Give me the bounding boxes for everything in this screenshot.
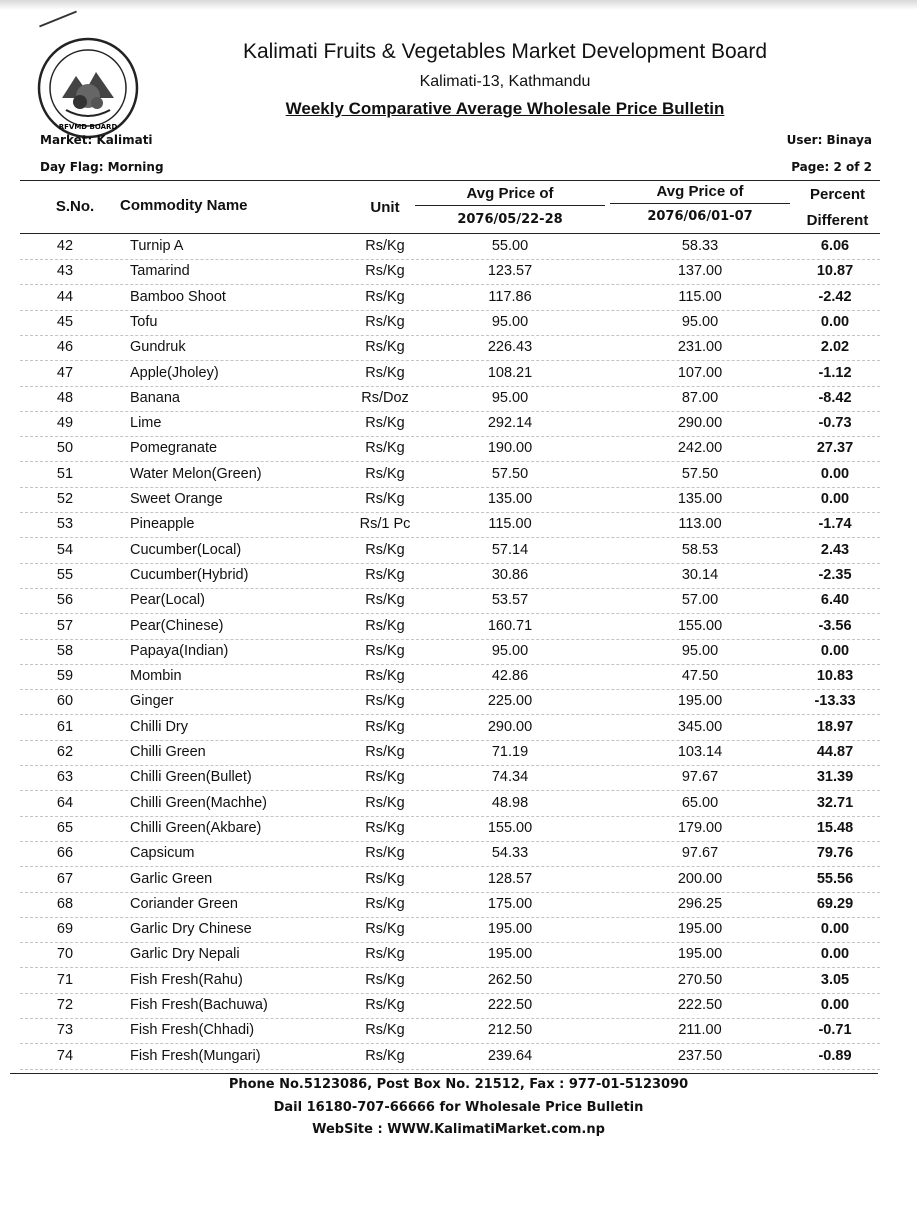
table-row (20, 968, 880, 994)
page-label: Page: 2 of 2 (791, 160, 872, 174)
row-percent-diff: -0.71 (818, 1022, 852, 1039)
row-avg-price-2: 95.00 (681, 313, 719, 330)
board-title: Kalimati Fruits & Vegetables Market Development Board (242, 40, 768, 63)
row-avg-price-1: 128.57 (487, 870, 533, 887)
row-sno: 56 (56, 592, 74, 609)
row-unit: Rs/Kg (365, 491, 405, 507)
row-sno: 73 (56, 1022, 74, 1039)
row-percent-diff: 2.43 (820, 541, 850, 558)
row-avg-price-1: 160.71 (487, 617, 533, 634)
row-avg-price-1: 195.00 (487, 946, 533, 963)
row-avg-price-2: 296.25 (677, 895, 723, 912)
row-commodity-name: Chilli Green(Bullet) (130, 769, 252, 786)
row-sno: 60 (56, 693, 74, 710)
table-row (20, 841, 880, 867)
row-percent-diff: 6.06 (820, 238, 850, 254)
row-unit: Rs/Kg (365, 440, 405, 457)
table-row (20, 285, 880, 311)
row-percent-diff: -2.35 (818, 566, 852, 583)
row-percent-diff: -8.42 (818, 389, 852, 406)
row-avg-price-1: 115.00 (488, 516, 532, 533)
board-address: Kalimati-13, Kathmandu (419, 73, 591, 90)
row-commodity-name: Cucumber(Hybrid) (130, 566, 249, 583)
row-sno: 69 (56, 921, 74, 938)
row-percent-diff: 18.97 (816, 718, 854, 735)
table-row (20, 487, 880, 513)
row-percent-diff: -1.74 (818, 516, 852, 533)
row-avg-price-1: 74.34 (491, 769, 529, 786)
row-unit: Rs/Kg (365, 1047, 405, 1064)
row-percent-diff: 27.37 (816, 440, 854, 457)
row-sno: 65 (56, 819, 74, 836)
row-sno: 59 (56, 668, 74, 685)
row-sno: 61 (56, 718, 74, 735)
row-percent-diff: 2.02 (820, 339, 850, 356)
row-avg-price-2: 30.14 (681, 566, 719, 583)
table-row (20, 588, 880, 614)
col-avg1-date: 2076/05/22-28 (457, 212, 563, 227)
row-percent-diff: 0.00 (820, 313, 850, 330)
row-sno: 42 (56, 238, 74, 254)
row-percent-diff: -2.42 (818, 288, 852, 305)
row-avg-price-2: 57.50 (681, 465, 719, 482)
table-row (20, 816, 880, 842)
row-unit: Rs/Kg (365, 946, 405, 963)
row-avg-price-1: 54.33 (491, 845, 529, 862)
row-avg-price-2: 107.00 (677, 364, 723, 381)
user-label: User: Binaya (786, 133, 872, 147)
row-commodity-name: Chilli Green (130, 744, 206, 760)
table-row (20, 1018, 880, 1044)
row-avg-price-2: 231.00 (677, 339, 723, 356)
col-avg1: Avg Price of (466, 185, 554, 202)
row-sno: 51 (56, 465, 74, 482)
col-avg2: Avg Price of (656, 183, 744, 200)
table-row (20, 310, 880, 336)
table-row (20, 234, 880, 260)
row-percent-diff: 0.00 (820, 997, 850, 1013)
row-avg-price-2: 137.00 (677, 263, 723, 280)
row-unit: Rs/Kg (365, 819, 405, 836)
row-commodity-name: Water Melon(Green) (130, 465, 262, 482)
row-unit: Rs/Doz (361, 389, 409, 406)
row-sno: 68 (56, 895, 74, 912)
row-avg-price-1: 57.50 (491, 465, 529, 482)
row-avg-price-2: 58.33 (681, 238, 719, 254)
row-avg-price-2: 237.50 (677, 1047, 723, 1064)
row-commodity-name: Coriander Green (130, 895, 238, 912)
table-bottom-rule (10, 1073, 878, 1074)
row-avg-price-1: 239.64 (487, 1047, 533, 1064)
table-row (20, 538, 880, 564)
row-commodity-name: Fish Fresh(Bachuwa) (130, 997, 268, 1013)
row-avg-price-2: 211.00 (678, 1022, 722, 1039)
table-row (20, 259, 880, 285)
row-sno: 49 (56, 415, 74, 432)
row-unit: Rs/Kg (365, 465, 405, 482)
market-label: Market: Kalimati (40, 133, 153, 147)
row-avg-price-1: 48.98 (491, 794, 529, 811)
header-top-rule (20, 180, 880, 181)
row-sno: 67 (56, 870, 74, 887)
table-row (20, 361, 880, 387)
row-avg-price-2: 290.00 (677, 415, 723, 432)
row-percent-diff: 32.71 (816, 794, 854, 811)
row-avg-price-1: 42.86 (491, 668, 529, 685)
row-sno: 52 (56, 491, 74, 507)
table-row (20, 740, 880, 766)
row-unit: Rs/Kg (365, 870, 405, 887)
row-sno: 66 (56, 845, 74, 862)
table-row (20, 689, 880, 715)
row-avg-price-2: 58.53 (681, 541, 719, 558)
row-unit: Rs/Kg (365, 313, 405, 330)
row-unit: Rs/Kg (365, 718, 405, 735)
row-avg-price-1: 95.00 (491, 389, 529, 406)
row-unit: Rs/Kg (365, 668, 405, 685)
row-commodity-name: Garlic Dry Chinese (130, 921, 252, 938)
row-unit: Rs/Kg (365, 238, 405, 254)
row-commodity-name: Fish Fresh(Chhadi) (130, 1022, 255, 1039)
row-avg-price-1: 190.00 (487, 440, 533, 457)
row-avg-price-1: 117.86 (488, 288, 532, 305)
row-avg-price-2: 97.67 (681, 845, 719, 862)
row-sno: 47 (56, 364, 74, 381)
row-avg-price-2: 57.00 (681, 592, 719, 609)
row-commodity-name: Tamarind (130, 263, 190, 280)
row-avg-price-1: 71.19 (491, 744, 529, 760)
col-percent: Percent (809, 186, 866, 203)
row-percent-diff: 6.40 (820, 592, 850, 609)
row-avg-price-1: 123.57 (487, 263, 533, 280)
row-commodity-name: Papaya(Indian) (130, 642, 229, 659)
row-commodity-name: Garlic Dry Nepali (130, 946, 240, 963)
col-avg2-date: 2076/06/01-07 (647, 209, 753, 224)
row-commodity-name: Chilli Dry (130, 718, 188, 735)
row-unit: Rs/Kg (365, 541, 405, 558)
table-row (20, 462, 880, 488)
row-percent-diff: -0.73 (818, 415, 852, 432)
row-commodity-name: Bamboo Shoot (130, 288, 226, 305)
row-avg-price-1: 55.00 (491, 238, 529, 254)
svg-text:RFVMD BOARD: RFVMD BOARD (58, 123, 118, 131)
row-commodity-name: Garlic Green (130, 870, 213, 887)
row-sno: 46 (56, 339, 74, 356)
table-row (20, 512, 880, 538)
row-avg-price-1: 53.57 (491, 592, 529, 609)
row-avg-price-1: 95.00 (491, 313, 529, 330)
row-avg-price-2: 195.00 (677, 693, 723, 710)
row-commodity-name: Chilli Green(Machhe) (130, 794, 267, 811)
row-sno: 64 (56, 794, 74, 811)
row-avg-price-2: 222.50 (677, 997, 723, 1013)
table-row (20, 436, 880, 462)
bulletin-title: Weekly Comparative Average Wholesale Price Bulletin (285, 99, 725, 118)
row-percent-diff: 0.00 (820, 465, 850, 482)
row-unit: Rs/Kg (365, 566, 405, 583)
row-sno: 54 (56, 541, 74, 558)
row-avg-price-1: 212.50 (487, 1022, 533, 1039)
row-avg-price-2: 87.00 (681, 389, 719, 406)
footer-website: WebSite : WWW.KalimatiMarket.com.np (312, 1122, 605, 1137)
row-avg-price-2: 103.14 (677, 744, 723, 760)
row-commodity-name: Fish Fresh(Mungari) (130, 1047, 261, 1064)
row-commodity-name: Pineapple (130, 516, 195, 533)
row-sno: 71 (56, 971, 74, 988)
row-avg-price-1: 175.00 (487, 895, 533, 912)
row-avg-price-1: 57.14 (491, 541, 529, 558)
row-unit: Rs/Kg (365, 415, 405, 432)
row-unit: Rs/Kg (365, 744, 405, 760)
row-sno: 50 (56, 440, 74, 457)
footer-contact: Phone No.5123086, Post Box No. 21512, Fax : 977-01-5123090 (228, 1077, 689, 1092)
avg2-underline (610, 203, 790, 204)
avg1-underline (415, 205, 605, 206)
row-commodity-name: Turnip A (130, 238, 184, 254)
row-unit: Rs/Kg (365, 895, 405, 912)
table-row (20, 664, 880, 690)
row-avg-price-2: 195.00 (677, 946, 723, 963)
row-avg-price-2: 115.00 (678, 288, 722, 305)
row-avg-price-2: 155.00 (677, 617, 723, 634)
row-avg-price-1: 226.43 (487, 339, 533, 356)
row-commodity-name: Sweet Orange (130, 491, 223, 507)
row-percent-diff: 44.87 (816, 744, 854, 760)
row-commodity-name: Pear(Chinese) (130, 617, 224, 634)
row-unit: Rs/Kg (365, 1022, 405, 1039)
row-sno: 70 (56, 946, 74, 963)
col-unit: Unit (370, 199, 400, 216)
table-row (20, 411, 880, 437)
row-sno: 53 (56, 516, 74, 533)
row-unit: Rs/Kg (365, 769, 405, 786)
table-row (20, 917, 880, 943)
row-unit: Rs/Kg (365, 971, 405, 988)
row-unit: Rs/Kg (365, 364, 405, 381)
footer-hotline: Dail 16180-707-66666 for Wholesale Price Bulletin (273, 1100, 644, 1115)
row-percent-diff: 69.29 (816, 895, 854, 912)
row-unit: Rs/Kg (365, 592, 405, 609)
row-percent-diff: 0.00 (820, 491, 850, 507)
row-avg-price-1: 222.50 (487, 997, 533, 1013)
board-logo (36, 36, 140, 140)
row-commodity-name: Gundruk (130, 339, 186, 356)
row-sno: 62 (56, 744, 74, 760)
row-unit: Rs/Kg (365, 339, 405, 356)
scan-edge (0, 0, 917, 10)
day-flag-label: Day Flag: Morning (40, 160, 164, 174)
row-percent-diff: -0.89 (818, 1047, 852, 1064)
row-sno: 55 (56, 566, 74, 583)
row-commodity-name: Tofu (130, 313, 158, 330)
row-sno: 58 (56, 642, 74, 659)
row-commodity-name: Fish Fresh(Rahu) (130, 971, 243, 988)
row-avg-price-2: 200.00 (677, 870, 723, 887)
row-avg-price-2: 135.00 (677, 491, 723, 507)
row-unit: Rs/Kg (365, 693, 405, 710)
row-avg-price-1: 262.50 (487, 971, 533, 988)
row-avg-price-1: 30.86 (491, 566, 529, 583)
table-row (20, 715, 880, 741)
row-avg-price-1: 195.00 (487, 921, 533, 938)
row-unit: Rs/Kg (365, 845, 405, 862)
row-avg-price-2: 65.00 (681, 794, 719, 811)
row-unit: Rs/1 Pc (359, 516, 411, 533)
row-unit: Rs/Kg (365, 263, 405, 280)
row-commodity-name: Lime (130, 415, 162, 432)
row-avg-price-2: 179.00 (677, 819, 723, 836)
col-name: Commodity Name (120, 197, 248, 214)
table-row (20, 563, 880, 589)
pen-mark (39, 11, 77, 28)
row-sno: 43 (56, 263, 74, 280)
row-sno: 63 (56, 769, 74, 786)
row-commodity-name: Ginger (130, 693, 174, 710)
row-avg-price-2: 95.00 (681, 642, 719, 659)
row-avg-price-2: 47.50 (681, 668, 719, 685)
table-row (20, 867, 880, 893)
table-row (20, 614, 880, 640)
table-row (20, 791, 880, 817)
table-row (20, 1044, 880, 1070)
row-sno: 74 (56, 1047, 74, 1064)
row-avg-price-2: 195.00 (677, 921, 723, 938)
row-commodity-name: Mombin (130, 668, 182, 685)
row-sno: 72 (56, 997, 74, 1013)
table-row (20, 335, 880, 361)
col-different: Different (806, 212, 869, 229)
row-sno: 57 (56, 617, 74, 634)
row-percent-diff: 0.00 (820, 642, 850, 659)
row-percent-diff: 31.39 (816, 769, 854, 786)
row-percent-diff: 15.48 (816, 819, 854, 836)
table-row (20, 942, 880, 968)
row-unit: Rs/Kg (365, 642, 405, 659)
row-percent-diff: 79.76 (816, 845, 854, 862)
table-row (20, 765, 880, 791)
row-percent-diff: 0.00 (820, 921, 850, 938)
row-unit: Rs/Kg (365, 617, 405, 634)
row-commodity-name: Banana (130, 389, 180, 406)
row-avg-price-1: 155.00 (487, 819, 533, 836)
row-avg-price-1: 225.00 (487, 693, 533, 710)
row-avg-price-2: 113.00 (678, 516, 722, 533)
table-row (20, 892, 880, 918)
row-avg-price-1: 290.00 (487, 718, 533, 735)
row-percent-diff: 10.87 (816, 263, 854, 280)
row-commodity-name: Apple(Jholey) (130, 364, 219, 381)
row-avg-price-1: 292.14 (487, 415, 533, 432)
row-avg-price-2: 345.00 (677, 718, 723, 735)
row-percent-diff: 3.05 (820, 971, 850, 988)
row-unit: Rs/Kg (365, 997, 405, 1013)
row-commodity-name: Pomegranate (130, 440, 218, 457)
row-avg-price-2: 242.00 (677, 440, 723, 457)
table-row (20, 993, 880, 1019)
row-avg-price-1: 95.00 (491, 642, 529, 659)
row-unit: Rs/Kg (365, 794, 405, 811)
row-avg-price-1: 108.21 (487, 364, 533, 381)
row-unit: Rs/Kg (365, 288, 405, 305)
table-row (20, 639, 880, 665)
row-sno: 45 (56, 313, 74, 330)
row-unit: Rs/Kg (365, 921, 405, 938)
row-percent-diff: -1.12 (818, 364, 852, 381)
row-avg-price-2: 270.50 (677, 971, 723, 988)
row-percent-diff: 0.00 (820, 946, 850, 963)
row-percent-diff: -3.56 (818, 617, 852, 634)
row-commodity-name: Chilli Green(Akbare) (130, 819, 262, 836)
row-sno: 44 (56, 288, 74, 305)
row-percent-diff: -13.33 (814, 693, 856, 710)
table-row (20, 386, 880, 412)
row-commodity-name: Capsicum (130, 845, 195, 862)
row-percent-diff: 55.56 (816, 870, 854, 887)
row-commodity-name: Pear(Local) (130, 592, 205, 609)
row-percent-diff: 10.83 (816, 668, 854, 685)
row-avg-price-1: 135.00 (487, 491, 533, 507)
row-commodity-name: Cucumber(Local) (130, 541, 242, 558)
row-sno: 48 (56, 389, 74, 406)
col-sno: S.No. (55, 198, 95, 215)
row-avg-price-2: 97.67 (681, 769, 719, 786)
